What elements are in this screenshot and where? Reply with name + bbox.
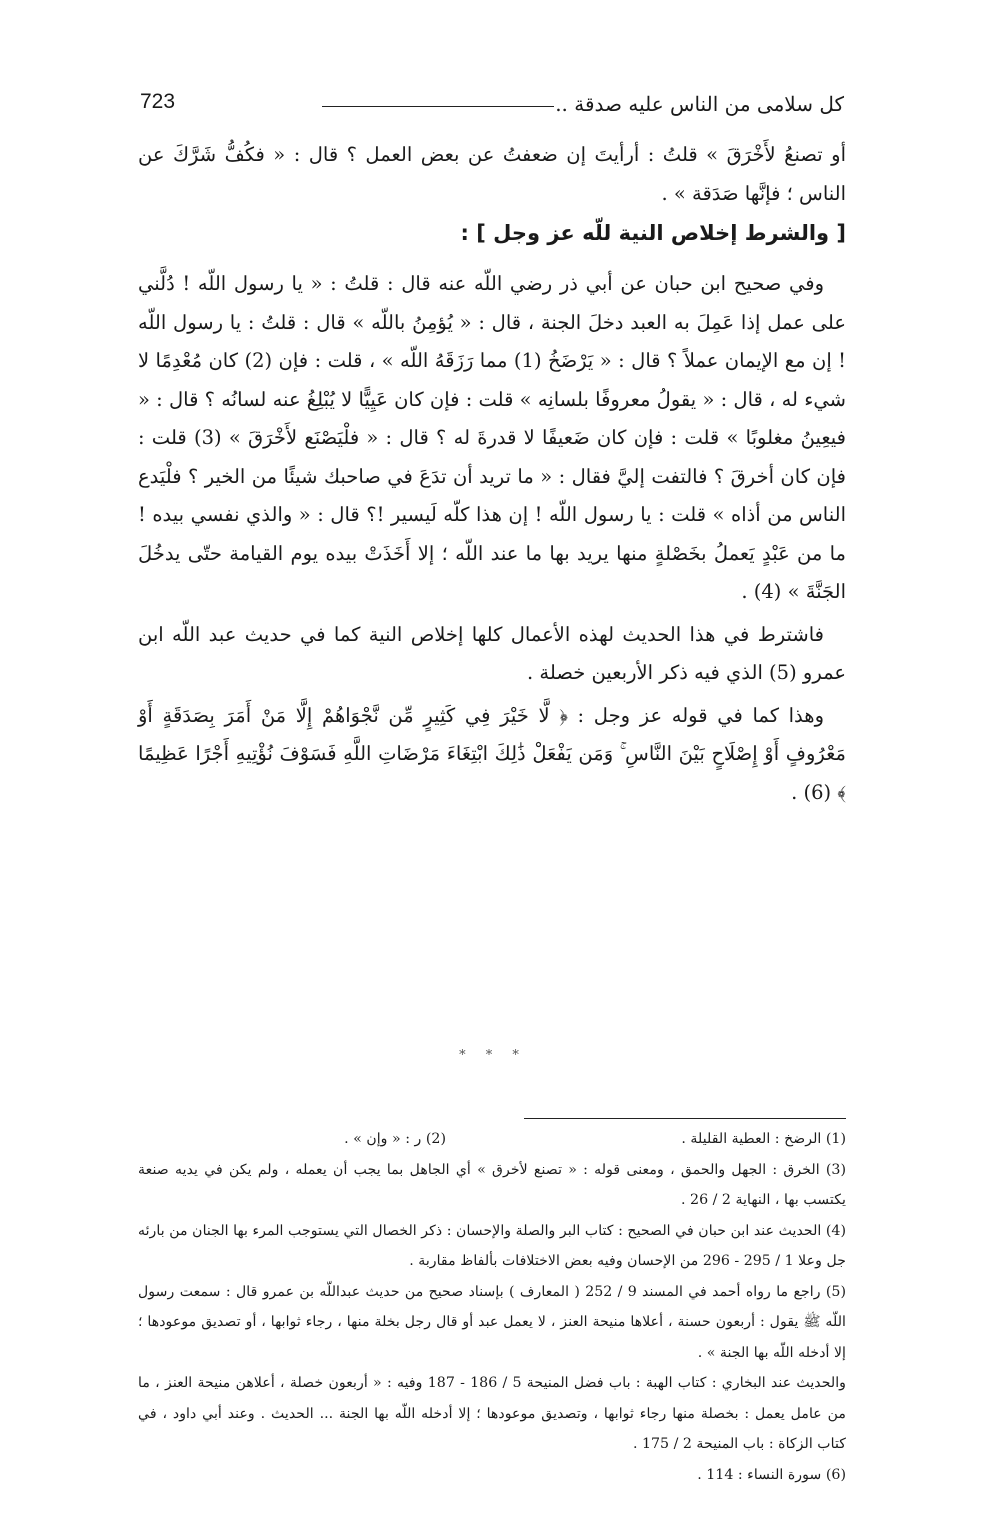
footnote-5-continued: والحديث عند البخاري : كتاب الهبة : باب فضل المنيحة 5 / 186 - 187 وفيه : « أربعون خصلة ، أعلاهن منيحة العنز ، ما من عامل يعمل : بخصلة منها رجاء ثوابها ، وتصديق موعودها ؛ إلا أدخله اللّه بها الجنة ... الحديث . وعند أبي داود ، في كتاب الزكاة : باب المنيحة 2 / 175 . (138, 1375, 846, 1452)
paragraph-1: أو تصنعُ لأَخْرَقَ » قلتُ : أرأيتَ إن ضعفتُ عن بعض العمل ؟ قال : « فكُفُّ شَرَّكَ عن الناس ؛ فإنَّها صَدَقة » . (138, 143, 846, 205)
footnote-2: (2) ر : « وإن » . (344, 1131, 446, 1147)
footnote-6: (6) سورة النساء : 114 . (697, 1466, 846, 1483)
footnote-row-1 (138, 1124, 846, 1155)
main-text (138, 136, 846, 812)
paragraph-2: وفي صحيح ابن حبان عن أبي ذر رضي اللّه عنه قال : قلتُ : « يا رسول اللّه ! دُلَّني على عمل إذا عَمِلَ به العبد دخلَ الجنة ، قال : « يُؤمِنُ باللّه » قال : قلتُ : يا رسول اللّه ! إن مع الإيمان عملاً ؟ قال : « يَرْضَخُ (1) مما رَزَقَهُ اللّه » ، قلت : فإن (2) كان مُعْدِمًا لا شيء له ، قال : « يقولُ معروفًا بلسانِه » قلت : فإن كان عَيِيًّا لا يُبْلِغُ عنه لسانُه ؟ قال : « فيعِينُ مغلوبًا » قلت : فإن كان ضَعيفًا لا قدرةَ له ؟ قال : « فلْيَصْنَع لأَخْرَقَ » (3) قلت : فإن كان أخرقَ ؟ فالتفت إليَّ فقال : « ما تريد أن تدَعَ في صاحبك شيئًا من الخير ؟ فلْيَدع الناس من أذاه » قلت : يا رسول اللّه ! إن هذا كلّه لَيسير !؟ قال : « والذي نفسي بيده ! ما من عَبْدٍ يَعملُ بخَصْلةٍ منها يريد بها ما عند اللّه ؛ إلا أَخَذَتْ بيده يوم القيامة حتّى يدخُلَ الجَنَّةَ » (4) . (138, 272, 847, 603)
footnote-5: (5) راجع ما رواه أحمد في المسند 9 / 252 ( المعارف ) بإسناد صحيح من حديث عبداللّه بن عمرو قال : سمعت رسول اللّه ﷺ يقول : أربعون حسنة ، أعلاها منيحة العنز ، لا يعمل عبد أو قال رجل بخلة منها ، رجاء ثوابها ، أو تصديق موعودها ؛ إلا أدخله اللّه بها الجنة » . (138, 1283, 846, 1361)
running-title: كل سلامى من الناس عليه صدقة .. (555, 92, 844, 116)
paragraph-4: وهذا كما في قوله عز وجل : ﴿ لَّا خَيْرَ فِي كَثِيرٍ مِّن نَّجْوَاهُمْ إِلَّا مَنْ أَمَرَ بِصَدَقَةٍ أَوْ مَعْرُوفٍ أَوْ إِصْلَاحٍ بَيْنَ النَّاسِ ۚ وَمَن يَفْعَلْ ذَٰلِكَ ابْتِغَاءَ مَرْضَاتِ اللَّهِ فَسَوْفَ نُؤْتِيهِ أَجْرًا عَظِيمًا ﴾ (6) . (138, 703, 846, 804)
footnotes (138, 1124, 846, 1490)
page-number: 723 (140, 90, 176, 113)
footnote-4: (4) الحديث عند ابن حبان في الصحيح : كتاب البر والصلة والإحسان : ذكر الخصال التي يستوجب المرء بها الجنان من بارئه جل وعلا 1 / 295 - 296 من الإحسان وفيه بعض الاختلافات بألفاظ مقاربة . (138, 1222, 846, 1269)
footnote-3: (3) الخرق : الجهل والحمق ، ومعنى قوله : « تصنع لأخرق » أي الجاهل بما يجب أن يعمله ، ولم يكن في يديه صنعة يكتسب بها ، النهاية 2 / 26 . (138, 1161, 846, 1208)
header-rule (322, 106, 554, 107)
paragraph-3: فاشترط في هذا الحديث لهذه الأعمال كلها إخلاص النية كما في حديث عبد اللّه ابن عمرو (5) الذي فيه ذكر الأربعين خصلة . (138, 622, 846, 684)
section-separator: * * * (459, 1048, 527, 1063)
running-header (140, 92, 844, 120)
footnote-rule (524, 1118, 846, 1119)
section-heading: [ والشرط إخلاص النية للّه عز وجل ] : (460, 221, 846, 245)
footnote-1: (1) الرضخ : العطية القليلة . (681, 1131, 846, 1147)
